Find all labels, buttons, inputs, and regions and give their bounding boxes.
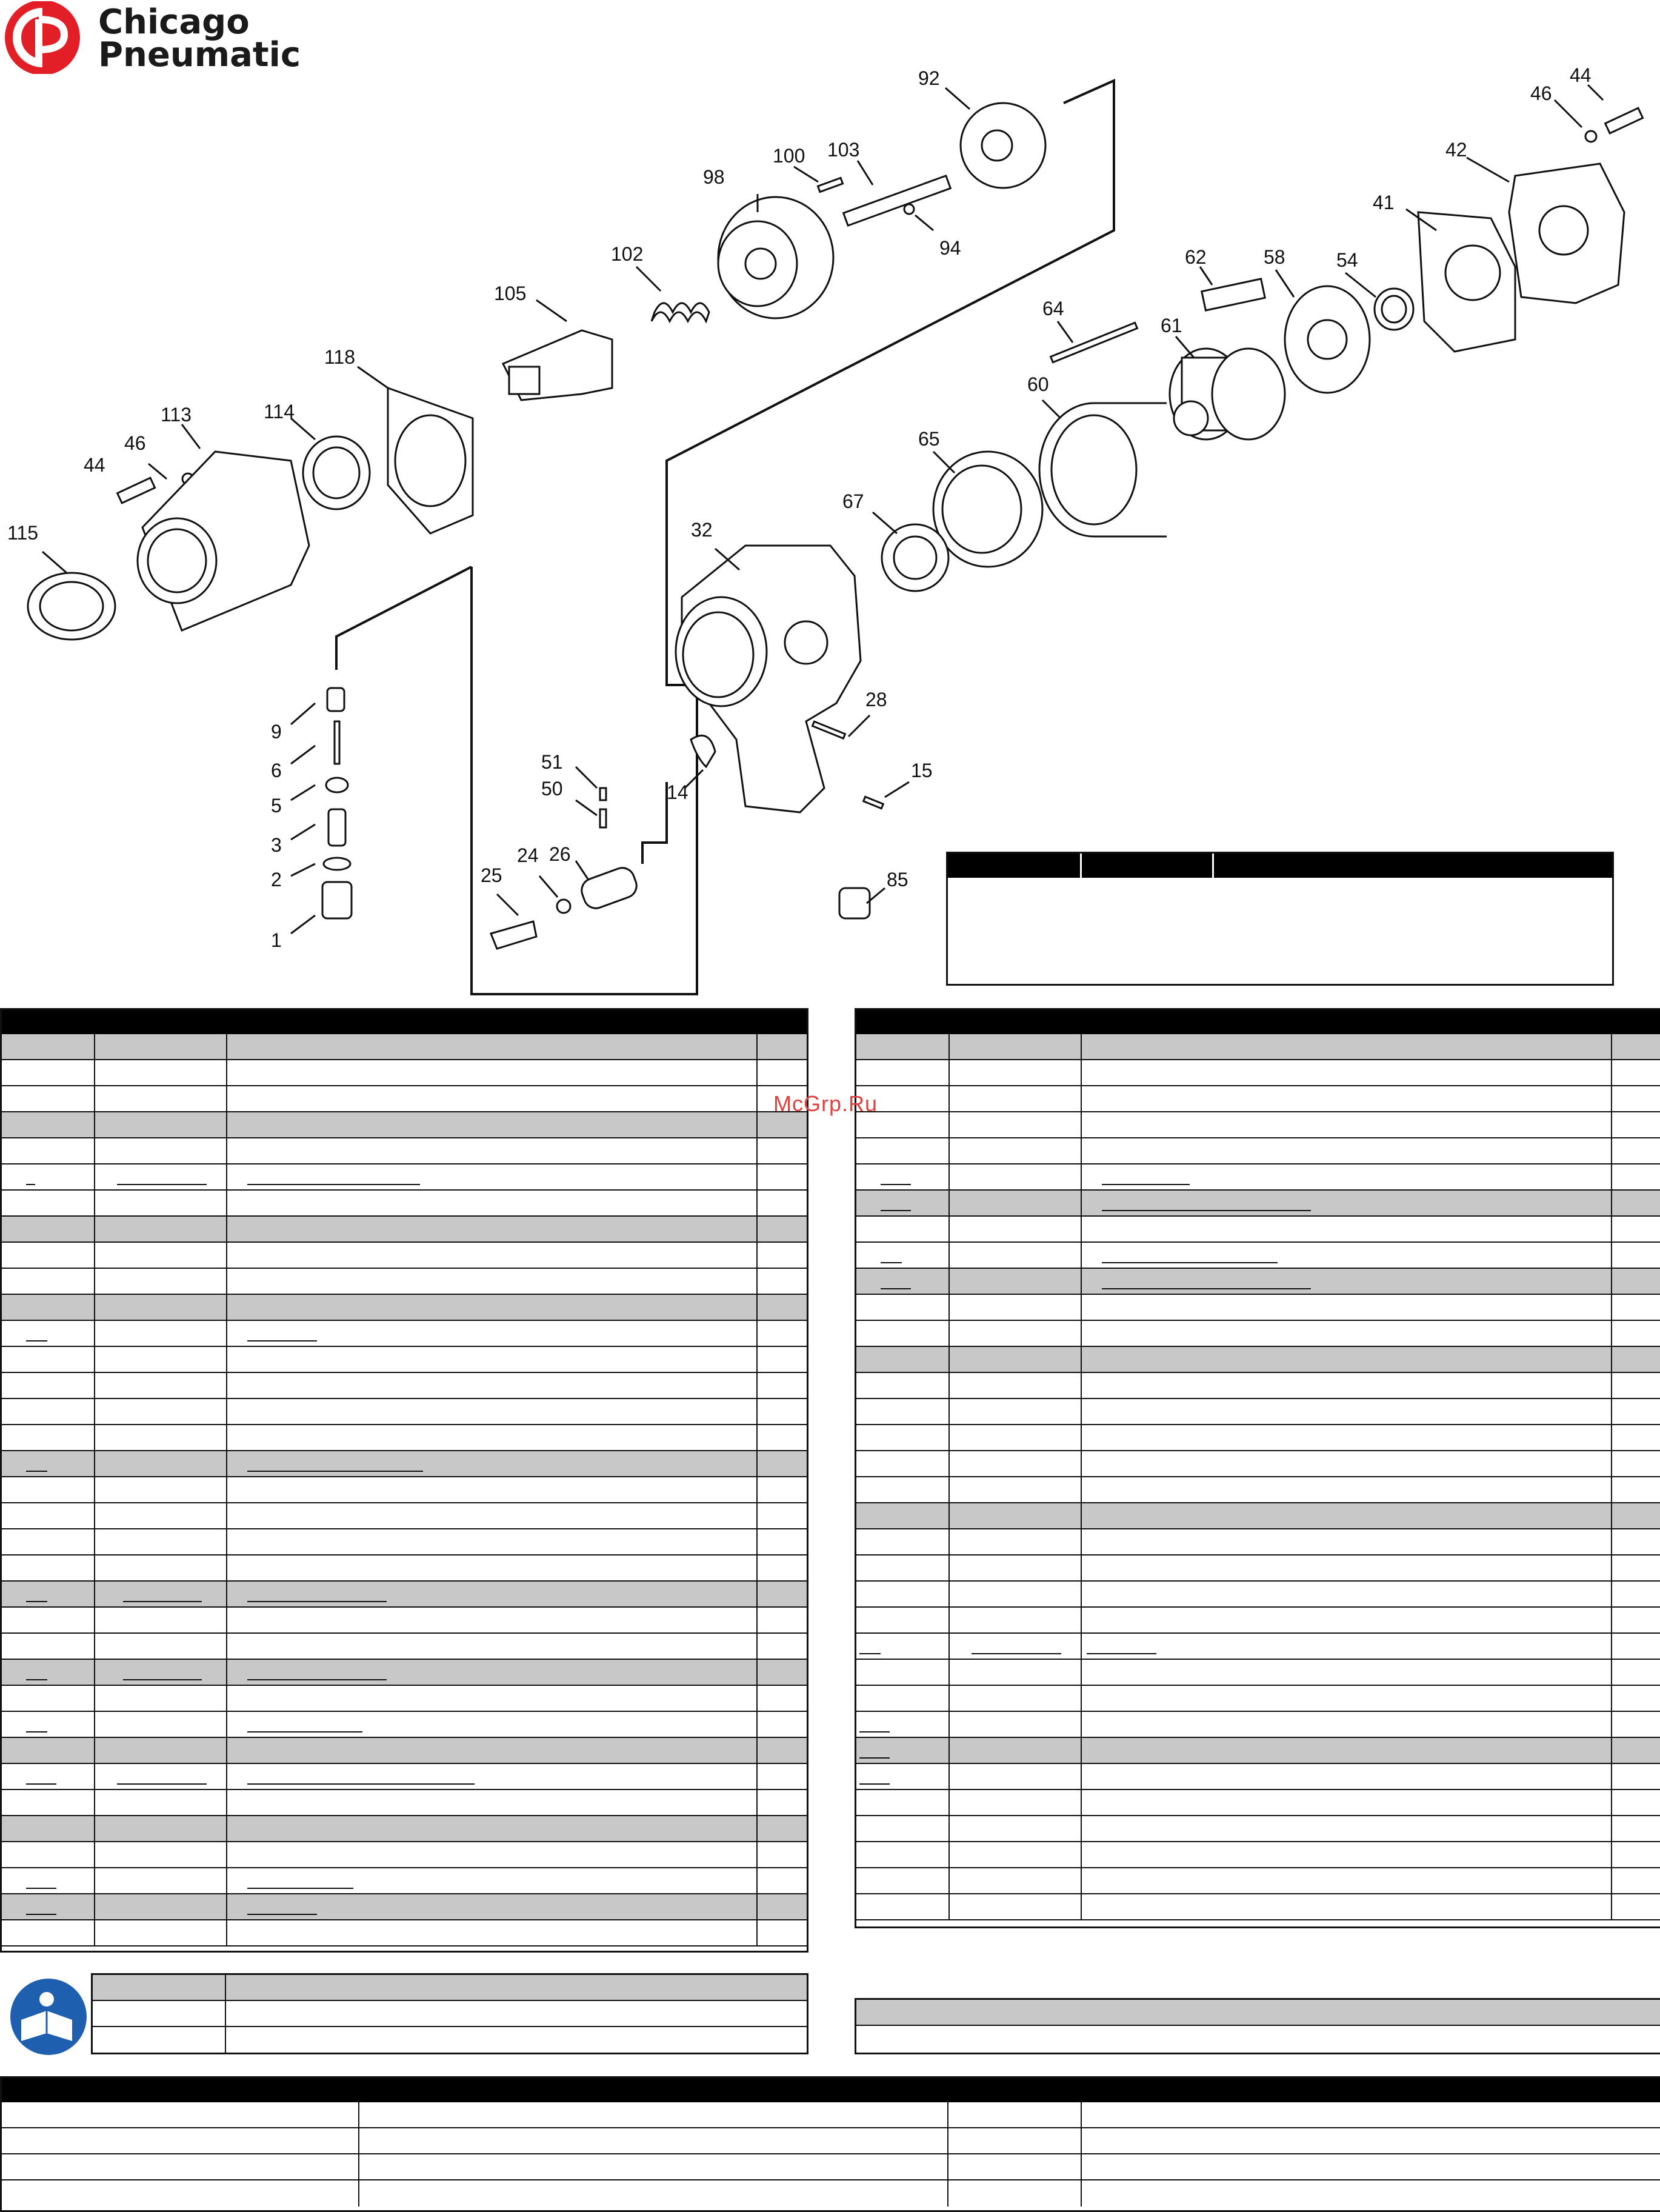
table-row — [856, 1738, 1660, 1764]
table-row — [856, 1217, 1660, 1243]
underline-mark — [247, 1783, 475, 1785]
table-row — [2, 1660, 807, 1686]
callout-113: 113 — [161, 404, 192, 426]
table-row — [856, 1477, 1660, 1503]
table-row — [2, 1842, 807, 1868]
table-row — [2, 1138, 807, 1164]
part-6 — [335, 721, 339, 764]
table-row — [2, 1582, 807, 1608]
part-24 — [557, 900, 570, 913]
table-row — [856, 1164, 1660, 1191]
underline-mark — [1102, 1262, 1278, 1263]
table-row — [2, 1425, 807, 1451]
underline-mark — [247, 1888, 353, 1889]
table-row — [856, 1894, 1660, 1920]
underline-mark — [1102, 1184, 1190, 1185]
callout-9: 9 — [271, 721, 282, 743]
table-row — [2, 1295, 807, 1321]
parts-table-left — [0, 1008, 808, 1953]
callout-64: 64 — [1042, 298, 1064, 319]
underline-mark — [247, 1679, 387, 1680]
table-row — [2, 1217, 807, 1243]
underline-mark — [26, 1340, 47, 1342]
model-info-header — [948, 854, 1612, 878]
table-row — [2, 1477, 807, 1503]
callout-85: 85 — [887, 869, 908, 890]
table-row — [2, 1868, 807, 1894]
callout-54: 54 — [1336, 249, 1358, 271]
parts-table-left-header — [2, 1010, 807, 1034]
bottom-table-row — [2, 2154, 1660, 2180]
table-row — [856, 1399, 1660, 1425]
underline-mark — [26, 1914, 56, 1915]
manual-table — [91, 1973, 808, 2054]
read-manual-icon — [3, 1977, 94, 2056]
table-row — [2, 1112, 807, 1138]
callout-105: 105 — [494, 282, 527, 304]
underline-mark — [247, 1471, 423, 1472]
callout-32: 32 — [691, 519, 713, 541]
underline-mark — [1102, 1288, 1311, 1289]
underline-mark — [1087, 1653, 1156, 1654]
table-row — [2, 1920, 807, 1946]
part-51 — [600, 788, 606, 800]
table-row — [2, 1086, 807, 1112]
underline-mark — [247, 1340, 317, 1342]
table-row — [856, 1686, 1660, 1712]
table-row — [856, 1243, 1660, 1269]
underline-mark — [26, 1679, 47, 1680]
part-15 — [864, 797, 884, 808]
callout-58: 58 — [1264, 246, 1285, 268]
part-9 — [327, 688, 344, 711]
callout-46: 46 — [124, 432, 146, 454]
table-row — [2, 1764, 807, 1790]
underline-mark — [117, 1184, 207, 1185]
underline-mark — [859, 1653, 881, 1654]
underline-mark — [26, 1783, 56, 1785]
bottom-table-row — [2, 2180, 1660, 2207]
callout-118: 118 — [324, 346, 356, 368]
table-row — [2, 1269, 807, 1295]
callout-46: 46 — [1530, 82, 1552, 104]
table-row — [856, 1321, 1660, 1347]
table-row — [856, 1295, 1660, 1321]
table-row — [2, 1243, 807, 1269]
table-row — [2, 1634, 807, 1660]
underline-mark — [881, 1262, 902, 1263]
watermark: McGrp.Ru — [773, 1091, 878, 1116]
manual-table-row — [93, 2001, 807, 2027]
table-row — [2, 1738, 807, 1764]
table-row — [2, 1686, 807, 1712]
table-row — [2, 1451, 807, 1477]
callout-26: 26 — [549, 843, 571, 865]
table-row — [856, 1425, 1660, 1451]
brand-name-line2: Pneumatic — [98, 35, 301, 75]
underline-mark — [123, 1679, 202, 1680]
table-row — [2, 1034, 807, 1060]
table-row — [2, 1712, 807, 1738]
table-row — [856, 1138, 1660, 1164]
bottom-table-row — [2, 2102, 1660, 2128]
table-row — [856, 1555, 1660, 1582]
parts-table-right — [855, 1008, 1660, 1928]
part-26 — [578, 864, 640, 912]
table-row — [2, 1790, 807, 1816]
notes-table-row — [856, 2026, 1660, 2052]
underline-mark — [247, 1601, 387, 1602]
part-102 — [652, 303, 709, 321]
callout-114: 114 — [264, 401, 295, 423]
table-row — [2, 1373, 807, 1399]
table-row — [856, 1790, 1660, 1816]
callout-67: 67 — [842, 490, 864, 512]
table-row — [2, 1164, 807, 1191]
callout-61: 61 — [1161, 315, 1182, 336]
callout-14: 14 — [667, 781, 688, 803]
callout-115: 115 — [7, 522, 39, 544]
underline-mark — [881, 1210, 911, 1211]
table-row — [2, 1503, 807, 1529]
callout-41: 41 — [1373, 192, 1395, 213]
callout-24: 24 — [517, 844, 539, 866]
table-row — [856, 1712, 1660, 1738]
callout-62: 62 — [1185, 246, 1207, 268]
table-row — [856, 1608, 1660, 1634]
bottom-table-row — [2, 2128, 1660, 2154]
callout-50: 50 — [541, 778, 563, 800]
bottom-table-header — [2, 2078, 1660, 2102]
part-25 — [491, 921, 536, 949]
underline-mark — [881, 1184, 911, 1185]
part-5 — [326, 778, 348, 792]
part-2 — [324, 858, 350, 870]
table-row — [2, 1555, 807, 1582]
table-row — [856, 1503, 1660, 1529]
part-28 — [812, 721, 845, 738]
table-row — [856, 1086, 1660, 1112]
table-row — [856, 1868, 1660, 1894]
callout-6: 6 — [271, 760, 282, 781]
callout-65: 65 — [918, 428, 940, 450]
underline-mark — [26, 1731, 47, 1733]
underline-mark — [26, 1184, 35, 1185]
table-row — [2, 1894, 807, 1920]
underline-mark — [881, 1288, 911, 1289]
underline-mark — [247, 1914, 317, 1915]
part-14 — [691, 735, 715, 767]
callout-103: 103 — [827, 139, 860, 161]
underline-mark — [859, 1757, 890, 1759]
callout-25: 25 — [481, 864, 502, 886]
underline-mark — [26, 1888, 56, 1889]
table-row — [856, 1060, 1660, 1086]
underline-mark — [26, 1601, 47, 1602]
underline-mark — [247, 1731, 362, 1733]
brand-name-line1: Chicago — [98, 2, 250, 42]
table-row — [856, 1634, 1660, 1660]
callout-100: 100 — [773, 145, 805, 167]
underline-mark — [859, 1783, 890, 1785]
part-50 — [600, 809, 606, 827]
table-row — [856, 1269, 1660, 1295]
part-103 — [844, 176, 951, 226]
part-3 — [328, 809, 345, 846]
table-row — [856, 1191, 1660, 1217]
table-row — [2, 1060, 807, 1086]
table-row — [856, 1529, 1660, 1555]
manual-table-row — [93, 1975, 807, 2001]
parts-table-right-header — [856, 1010, 1660, 1034]
table-row — [856, 1451, 1660, 1477]
callout-15: 15 — [911, 760, 933, 781]
table-row — [856, 1347, 1660, 1373]
callout-51: 51 — [541, 751, 563, 773]
underline-mark — [123, 1601, 202, 1602]
notes-table — [855, 1998, 1660, 2054]
callout-28: 28 — [865, 689, 887, 710]
callout-44: 44 — [84, 454, 105, 476]
underline-mark — [972, 1653, 1061, 1654]
underline-mark — [1102, 1210, 1311, 1211]
part-85 — [839, 888, 870, 918]
underline-mark — [26, 1471, 47, 1472]
table-row — [2, 1529, 807, 1555]
callout-3: 3 — [271, 834, 282, 856]
part-1 — [322, 882, 352, 918]
underline-mark — [247, 1184, 420, 1185]
table-row — [2, 1347, 807, 1373]
manual-table-row — [93, 2027, 807, 2053]
callout-5: 5 — [271, 795, 282, 817]
callout-2: 2 — [271, 869, 282, 890]
table-row — [856, 1816, 1660, 1842]
table-row — [2, 1816, 807, 1842]
table-row — [2, 1191, 807, 1217]
table-row — [856, 1034, 1660, 1060]
table-row — [856, 1660, 1660, 1686]
table-row — [2, 1608, 807, 1634]
callout-1: 1 — [271, 929, 282, 951]
table-row — [856, 1112, 1660, 1138]
divider — [1080, 854, 1082, 878]
table-row — [856, 1842, 1660, 1868]
notes-table-row — [856, 2000, 1660, 2026]
callout-44: 44 — [1570, 64, 1592, 86]
table-row — [2, 1399, 807, 1425]
bottom-table — [0, 2076, 1660, 2212]
table-row — [856, 1373, 1660, 1399]
model-info-box — [946, 852, 1614, 986]
table-row — [856, 1582, 1660, 1608]
callout-102: 102 — [611, 243, 644, 265]
callout-42: 42 — [1445, 139, 1467, 161]
table-row — [2, 1321, 807, 1347]
callout-94: 94 — [939, 237, 961, 259]
callout-60: 60 — [1027, 373, 1049, 395]
table-row — [856, 1764, 1660, 1790]
divider — [1212, 854, 1214, 878]
callout-92: 92 — [918, 67, 940, 89]
callout-98: 98 — [703, 166, 725, 188]
underline-mark — [859, 1731, 890, 1733]
underline-mark — [117, 1783, 207, 1785]
